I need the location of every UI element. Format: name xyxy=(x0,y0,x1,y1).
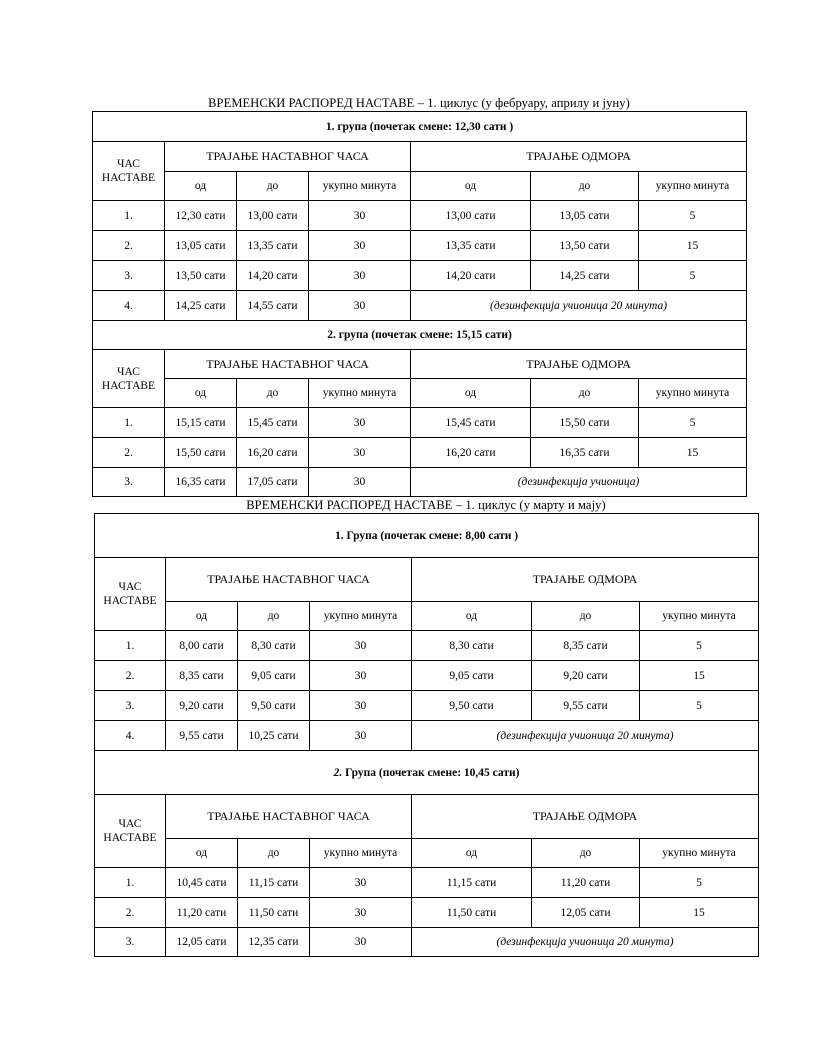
break-from: 9,05 сати xyxy=(412,661,532,691)
sub-header-total: укупно минута xyxy=(640,839,759,868)
sub-header-total: укупно минута xyxy=(309,172,411,201)
lesson-number: 1. xyxy=(93,201,165,231)
section-title: ВРЕМЕНСКИ РАСПОРЕД НАСТАВЕ – 1. циклус (у фебруару, априлу и јуну) xyxy=(208,96,630,110)
break-from: 8,30 сати xyxy=(412,631,532,661)
lesson-from: 15,50 сати xyxy=(165,438,237,468)
sub-header-to: до xyxy=(531,172,639,201)
lesson-number: 3. xyxy=(95,928,166,957)
break-to: 13,50 сати xyxy=(531,231,639,261)
sub-header-to: до xyxy=(237,172,309,201)
table-row xyxy=(93,468,747,497)
lesson-to: 11,50 сати xyxy=(238,898,310,928)
disinfection-note: (дезинфекција учионица 20 минута) xyxy=(412,721,759,751)
disinfection-note: (дезинфекција учионица 20 минута) xyxy=(411,291,747,321)
break-from: 16,20 сати xyxy=(411,438,531,468)
lesson-total: 30 xyxy=(310,661,412,691)
group-header: 1. Група (почетак смене: 8,00 сати ) xyxy=(95,514,759,558)
table-row xyxy=(95,661,759,691)
sub-header-total: укупно минута xyxy=(309,379,411,408)
sub-header-from: од xyxy=(412,602,532,631)
table-row xyxy=(95,721,759,751)
break-from: 13,00 сати xyxy=(411,201,531,231)
lesson-number: 1. xyxy=(95,868,166,898)
section-title: ВРЕМЕНСКИ РАСПОРЕД НАСТАВЕ – 1. циклус (у марту и мају) xyxy=(246,498,606,512)
break-duration-header: ТРАЈАЊЕ ОДМОРА xyxy=(411,350,747,379)
table-row xyxy=(93,261,747,291)
lesson-to: 17,05 сати xyxy=(237,468,309,497)
lesson-total: 30 xyxy=(309,291,411,321)
sub-header-from: од xyxy=(411,172,531,201)
break-to: 13,05 сати xyxy=(531,201,639,231)
lesson-from: 8,35 сати xyxy=(166,661,238,691)
break-total: 5 xyxy=(640,631,759,661)
lesson-number: 2. xyxy=(93,438,165,468)
break-total: 5 xyxy=(640,691,759,721)
lesson-to: 13,35 сати xyxy=(237,231,309,261)
sub-header-from: од xyxy=(412,839,532,868)
sub-header-total: укупно минута xyxy=(310,839,412,868)
lesson-to: 10,25 сати xyxy=(238,721,310,751)
group-header: 2. група (почетак смене: 15,15 сати) xyxy=(93,321,747,350)
lesson-total: 30 xyxy=(309,438,411,468)
break-from: 11,15 сати xyxy=(412,868,532,898)
table-row xyxy=(93,438,747,468)
sub-header-from: од xyxy=(411,379,531,408)
lesson-to: 14,55 сати xyxy=(237,291,309,321)
lesson-to: 14,20 сати xyxy=(237,261,309,291)
lesson-number: 3. xyxy=(93,261,165,291)
table-row xyxy=(95,691,759,721)
lesson-number: 2. xyxy=(95,898,166,928)
break-to: 8,35 сати xyxy=(532,631,640,661)
break-to: 12,05 сати xyxy=(532,898,640,928)
group-header: 1. група (почетак смене: 12,30 сати ) xyxy=(93,112,747,142)
lesson-total: 30 xyxy=(310,898,412,928)
sub-header-to: до xyxy=(238,839,310,868)
sub-header-from: од xyxy=(165,172,237,201)
lesson-to: 13,00 сати xyxy=(237,201,309,231)
break-from: 13,35 сати xyxy=(411,231,531,261)
break-total: 5 xyxy=(639,201,747,231)
lesson-to: 15,45 сати xyxy=(237,408,309,438)
sub-header-from: од xyxy=(166,602,238,631)
table-row xyxy=(93,291,747,321)
sub-header-total: укупно минута xyxy=(639,379,747,408)
lesson-column-label: ЧАС НАСТАВЕ xyxy=(95,795,166,868)
lesson-number: 1. xyxy=(95,631,166,661)
break-total: 5 xyxy=(640,868,759,898)
lesson-to: 11,15 сати xyxy=(238,868,310,898)
break-to: 14,25 сати xyxy=(531,261,639,291)
lesson-number: 4. xyxy=(95,721,166,751)
schedule-table xyxy=(92,111,747,497)
sub-header-total: укупно минута xyxy=(639,172,747,201)
sub-header-from: од xyxy=(166,839,238,868)
sub-header-total: укупно минута xyxy=(640,602,759,631)
lesson-from: 12,30 сати xyxy=(165,201,237,231)
table-row xyxy=(95,928,759,957)
lesson-number: 4. xyxy=(93,291,165,321)
lesson-from: 14,25 сати xyxy=(165,291,237,321)
sub-header-to: до xyxy=(237,379,309,408)
lesson-total: 30 xyxy=(309,201,411,231)
table-row xyxy=(95,898,759,928)
table-row xyxy=(95,631,759,661)
lesson-from: 13,05 сати xyxy=(165,231,237,261)
lesson-from: 13,50 сати xyxy=(165,261,237,291)
lesson-total: 30 xyxy=(310,868,412,898)
lesson-column-label: ЧАС НАСТАВЕ xyxy=(93,142,165,201)
lesson-total: 30 xyxy=(310,631,412,661)
lesson-to: 9,05 сати xyxy=(238,661,310,691)
lesson-total: 30 xyxy=(310,691,412,721)
disinfection-note: (дезинфекција учионица 20 минута) xyxy=(412,928,759,957)
lesson-total: 30 xyxy=(309,261,411,291)
lesson-total: 30 xyxy=(309,468,411,497)
lesson-number: 3. xyxy=(93,468,165,497)
schedule-table xyxy=(94,513,759,957)
lesson-from: 15,15 сати xyxy=(165,408,237,438)
break-to: 16,35 сати xyxy=(531,438,639,468)
lesson-duration-header: ТРАЈАЊЕ НАСТАВНОГ ЧАСА xyxy=(165,142,411,172)
break-to: 9,20 сати xyxy=(532,661,640,691)
lesson-number: 2. xyxy=(95,661,166,691)
lesson-from: 8,00 сати xyxy=(166,631,238,661)
sub-header-to: до xyxy=(532,602,640,631)
break-to: 11,20 сати xyxy=(532,868,640,898)
lesson-from: 10,45 сати xyxy=(166,868,238,898)
break-total: 15 xyxy=(640,898,759,928)
lesson-duration-header: ТРАЈАЊЕ НАСТАВНОГ ЧАСА xyxy=(166,795,412,839)
table-row xyxy=(93,408,747,438)
lesson-total: 30 xyxy=(309,408,411,438)
disinfection-note: (дезинфекција учионица) xyxy=(411,468,747,497)
table-row xyxy=(95,868,759,898)
lesson-number: 2. xyxy=(93,231,165,261)
group-header: 2. Група (почетак смене: 10,45 сати) xyxy=(95,751,759,795)
lesson-number: 1. xyxy=(93,408,165,438)
break-to: 9,55 сати xyxy=(532,691,640,721)
break-total: 5 xyxy=(639,261,747,291)
sub-header-to: до xyxy=(532,839,640,868)
break-duration-header: ТРАЈАЊЕ ОДМОРА xyxy=(411,142,747,172)
lesson-duration-header: ТРАЈАЊЕ НАСТАВНОГ ЧАСА xyxy=(165,350,411,379)
break-total: 15 xyxy=(639,231,747,261)
sub-header-to: до xyxy=(531,379,639,408)
lesson-from: 11,20 сати xyxy=(166,898,238,928)
break-total: 15 xyxy=(640,661,759,691)
break-from: 11,50 сати xyxy=(412,898,532,928)
break-duration-header: ТРАЈАЊЕ ОДМОРА xyxy=(412,795,759,839)
lesson-total: 30 xyxy=(310,721,412,751)
table-row xyxy=(93,231,747,261)
break-duration-header: ТРАЈАЊЕ ОДМОРА xyxy=(412,558,759,602)
break-from: 15,45 сати xyxy=(411,408,531,438)
sub-header-to: до xyxy=(238,602,310,631)
sub-header-from: од xyxy=(165,379,237,408)
break-from: 14,20 сати xyxy=(411,261,531,291)
lesson-to: 12,35 сати xyxy=(238,928,310,957)
table-row xyxy=(93,201,747,231)
lesson-total: 30 xyxy=(309,231,411,261)
break-total: 15 xyxy=(639,438,747,468)
sub-header-total: укупно минута xyxy=(310,602,412,631)
lesson-to: 8,30 сати xyxy=(238,631,310,661)
lesson-from: 16,35 сати xyxy=(165,468,237,497)
lesson-to: 16,20 сати xyxy=(237,438,309,468)
lesson-column-label: ЧАС НАСТАВЕ xyxy=(95,558,166,631)
lesson-from: 12,05 сати xyxy=(166,928,238,957)
lesson-number: 3. xyxy=(95,691,166,721)
break-from: 9,50 сати xyxy=(412,691,532,721)
lesson-from: 9,20 сати xyxy=(166,691,238,721)
break-total: 5 xyxy=(639,408,747,438)
lesson-duration-header: ТРАЈАЊЕ НАСТАВНОГ ЧАСА xyxy=(166,558,412,602)
lesson-column-label: ЧАС НАСТАВЕ xyxy=(93,350,165,408)
break-to: 15,50 сати xyxy=(531,408,639,438)
lesson-from: 9,55 сати xyxy=(166,721,238,751)
lesson-to: 9,50 сати xyxy=(238,691,310,721)
lesson-total: 30 xyxy=(310,928,412,957)
